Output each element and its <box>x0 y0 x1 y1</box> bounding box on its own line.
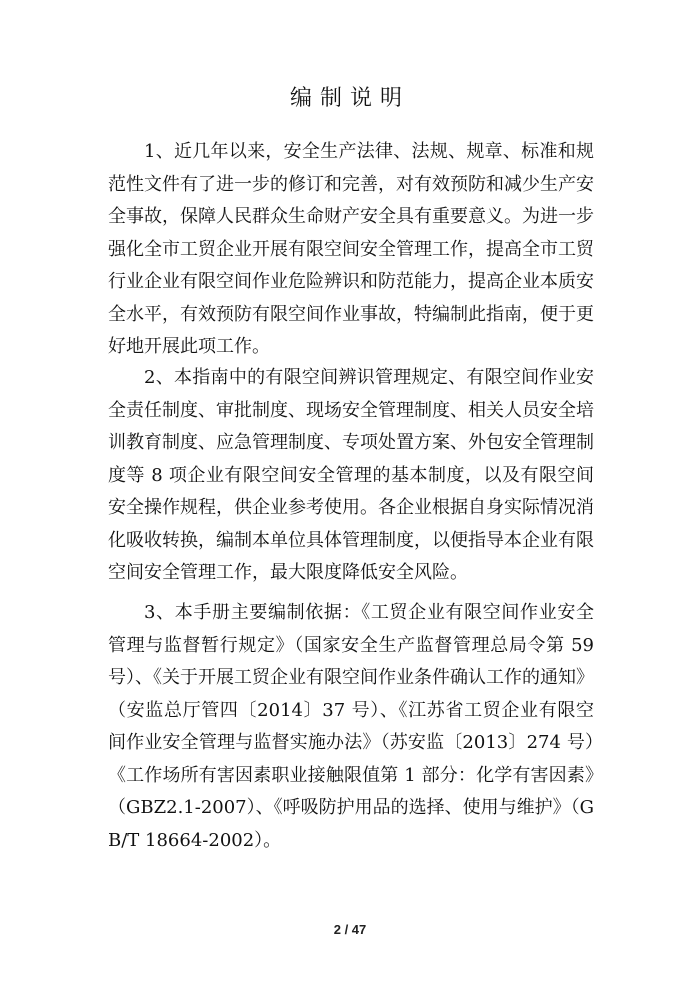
paragraph-2: 2、本指南中的有限空间辨识管理规定、有限空间作业安全责任制度、审批制度、现场安全管理制度、相关人员安全培训教育制度、应急管理制度、专项处置方案、外包安全管理制度等 8 项企业有限空间安全管理的基本制度，以及有限空间安全操作规程，供企业参考使用。各企业根据自身实际情况消化吸收转换，编制本单位具体管理制度，以便指导本企业有限空间安全管理工作，最大限度降低安全风险。 <box>108 367 594 583</box>
paragraph-3: 3、本手册主要编制依据：《工贸企业有限空间作业安全管理与监督暂行规定》（国家安全生产监督管理总局令第 59 号）、《关于开展工贸企业有限空间作业条件确认工作的通知》（安监总厅管四〔2014〕37 号）、《江苏省工贸企业有限空间作业安全管理与监督实施办法》（苏安监〔2013〕274 号）《工作场所有害因素职业接触限值第 1 部分：化学有害因素》（GBZ2.1-2007）、《呼吸防护用品的选择、使用与维护》（GB/T 18664-2002）。 <box>108 602 595 851</box>
page-title: 编制说明 <box>289 86 410 111</box>
paragraph-1: 1、近几年以来，安全生产法律、法规、规章、标准和规范性文件有了进一步的修订和完善，对有效预防和减少生产安全事故，保障人民群众生命财产安全具有重要意义。为进一步强化全市工贸企业开展有限空间安全管理工作，提高全市工贸行业企业有限空间作业危险辨识和防范能力，提高企业本质安全水平，有效预防有限空间作业事故，特编制此指南，便于更好地开展此项工作。 <box>108 141 594 357</box>
page-number: 2 / 47 <box>333 922 367 937</box>
